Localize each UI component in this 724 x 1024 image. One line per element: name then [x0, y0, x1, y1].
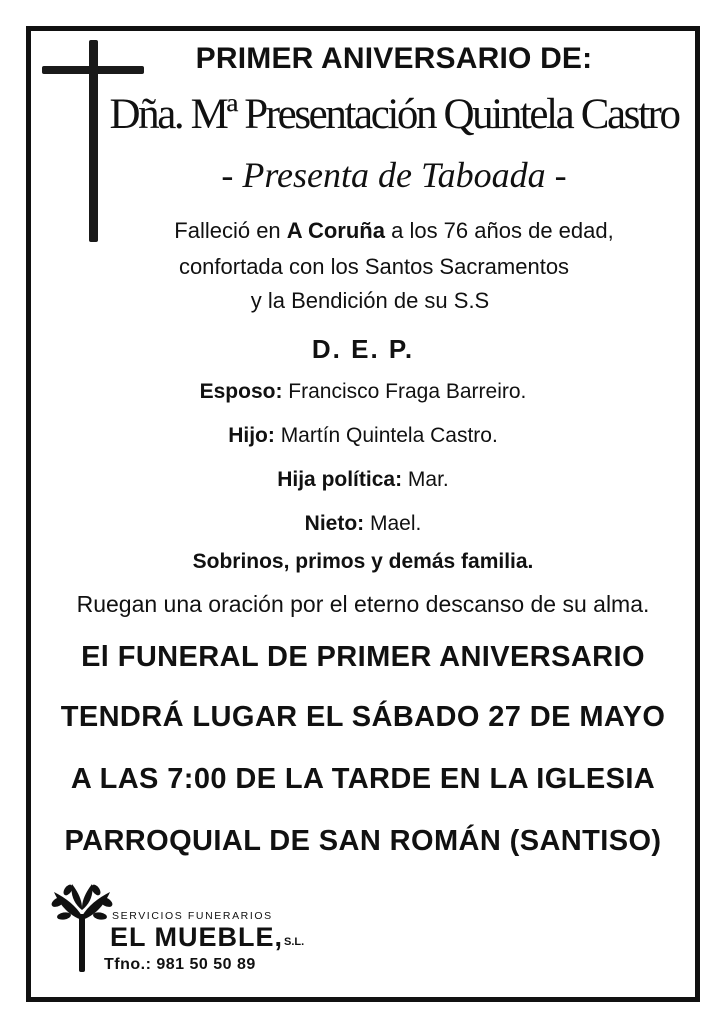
relative-label: Esposo:	[199, 380, 283, 403]
anniversary-heading: PRIMER ANIVERSARIO DE:	[195, 42, 593, 75]
deceased-alias: - Presenta de Taboada -	[221, 155, 567, 195]
funeral-line-3: A LAS 7:00 DE LA TARDE EN LA IGLESIA	[70, 763, 656, 795]
logo-suffix: S.L.	[284, 936, 305, 948]
logo-subtitle: SERVICIOS FUNERARIOS	[112, 910, 273, 922]
funeral-line-4: PARROQUIAL DE SAN ROMÁN (SANTISO)	[64, 825, 662, 857]
prayer-request: Ruegan una oración por el eterno descanso de su alma.	[76, 591, 650, 617]
funeral-line-2: TENDRÁ LUGAR EL SÁBADO 27 DE MAYO	[60, 701, 666, 733]
relative-grandson	[26, 512, 700, 536]
relative-value: Francisco Fraga Barreiro.	[282, 380, 527, 403]
relative-son	[26, 424, 700, 448]
death-place: A Coruña	[286, 218, 385, 243]
funeral-line-1: El FUNERAL DE PRIMER ANIVERSARIO	[81, 641, 645, 673]
blessing-line: y la Bendición de su S.S	[250, 288, 490, 313]
deceased-name: Dña. Mª Presentación Quintela Castro	[109, 91, 679, 138]
death-info-line	[60, 218, 724, 244]
relative-value: Mar.	[402, 468, 449, 491]
relative-label: Hijo:	[228, 424, 275, 447]
relative-label: Hija política:	[277, 468, 403, 491]
extended-family: Sobrinos, primos y demás familia.	[192, 550, 534, 573]
death-text-post: a los 76 años de edad,	[384, 218, 614, 243]
dep-label: D. E. P.	[311, 334, 415, 364]
relative-label: Nieto:	[304, 512, 365, 535]
death-text-pre: Falleció en	[174, 218, 287, 243]
funeral-home-logo	[48, 880, 338, 980]
logo-name: EL MUEBLE,	[110, 922, 284, 952]
relative-value: Mael.	[364, 512, 422, 535]
relative-daughter-in-law	[26, 468, 700, 492]
phone-number: Tfno.: 981 50 50 89	[104, 956, 256, 973]
relative-value: Martín Quintela Castro.	[274, 424, 498, 447]
relative-spouse	[26, 380, 700, 404]
sacraments-line: confortada con los Santos Sacramentos	[178, 254, 570, 279]
